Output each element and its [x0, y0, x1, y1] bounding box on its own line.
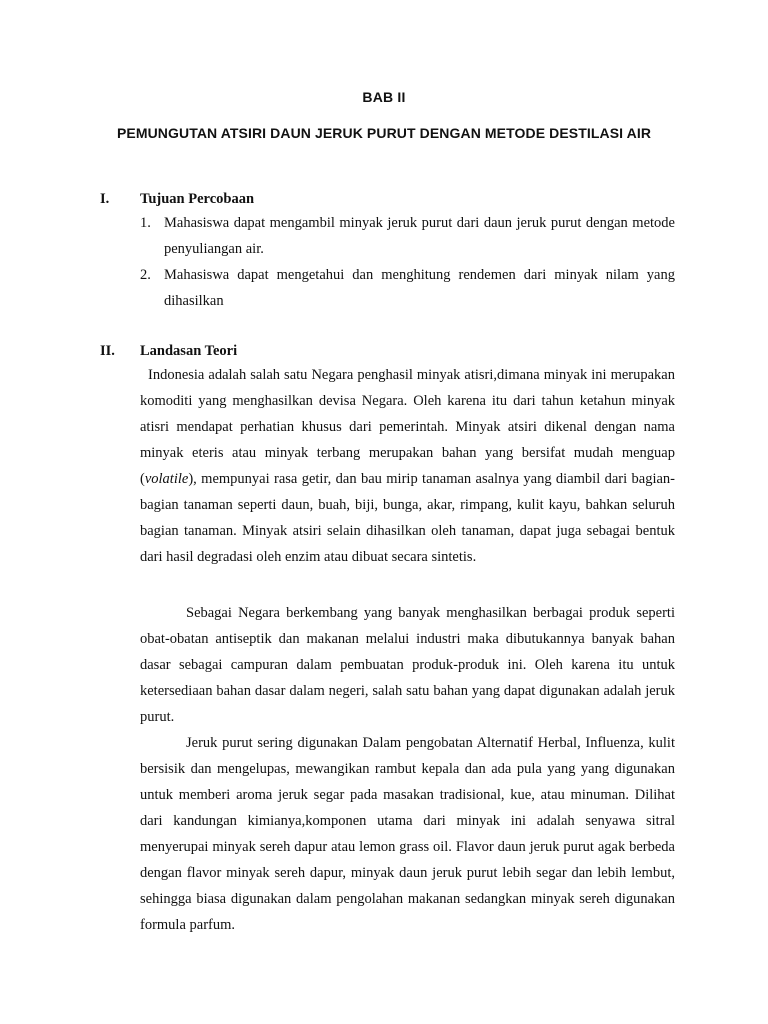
- body-paragraph-2: Sebagai Negara berkembang yang banyak menghasilkan berbagai produk seperti obat-obatan antiseptik dan makanan melalui industri maka dibutukannya banyak bahan dasar sebagai campuran dalam pembuatan produk-produk ini. Oleh karena itu untuk ketersediaan bahan dasar dalam negeri, salah satu bahan yang dapat digunakan adalah jeruk purut.: [140, 605, 675, 725]
- section-heading-tujuan: Tujuan Percobaan: [140, 191, 255, 207]
- document-title: PEMUNGUTAN ATSIRI DAUN JERUK PURUT DENGAN METODE DESTILASI AIR: [116, 125, 652, 141]
- italic-term: volatile: [144, 471, 189, 487]
- chapter-heading: BAB II: [362, 89, 406, 105]
- objectives-list: [140, 210, 675, 314]
- body-paragraph-3: Jeruk purut sering digunakan Dalam pengobatan Alternatif Herbal, Influenza, kulit bersisik dan mengelupas, mewangikan rambut kepala dan ada pula yang yang digunakan untuk memberi aroma jeruk segar pada masakan tradisional, kue, atau minuman. Dilihat dari kandungan kimianya,komponen utama dari minyak ini adalah senyawa sitral menyerupai minyak sereh dapur atau lemon grass oil. Flavor daun jeruk purut agak berbeda dengan flavor minyak sereh dapur, minyak daun jeruk purut lebih segar dan lebih lembut, sehingga biasa digunakan dalam pengolahan makanan sedangkan minyak sereh digunakan formula parfum.: [140, 735, 675, 933]
- body-paragraph-1: [140, 362, 675, 570]
- list-item: [140, 262, 675, 314]
- list-item-number: 1.: [140, 215, 151, 231]
- paragraph-text: ), mempunyai rasa getir, dan bau mirip tanaman asalnya yang diambil dari bagian-bagian tanaman seperti daun, buah, biji, bunga, akar, rimpang, kulit kayu, bahkan seluruh bagian tanaman. Minyak atsiri selain dihasilkan oleh tanaman, dapat juga sebagai bentuk dari hasil degradasi oleh enzim atau dibuat secara sintetis.: [140, 471, 675, 565]
- paragraph-text: Indonesia adalah salah satu Negara penghasil minyak atisri,dimana minyak ini merupakan komoditi yang menghasilkan devisa Negara. Oleh karena itu dari tahun ketahun minyak atisri mendapat perhatian khusus dari pemerintah. Minyak atsiri dikenal dengan nama minyak eteris atau minyak terbang merupakan bahan yang bersifat mudah menguap (: [140, 367, 675, 487]
- list-item-text: Mahasiswa dapat mengetahui dan menghitung rendemen dari minyak nilam yang dihasilkan: [164, 267, 675, 309]
- list-item: [140, 210, 675, 262]
- section-heading-landasan: Landasan Teori: [140, 343, 238, 359]
- section-numeral-2: II.: [100, 343, 115, 359]
- list-item-text: Mahasiswa dapat mengambil minyak jeruk purut dari daun jeruk purut dengan metode penyuliangan air.: [164, 215, 675, 257]
- section-numeral-1: I.: [100, 191, 110, 207]
- list-item-number: 2.: [140, 267, 151, 283]
